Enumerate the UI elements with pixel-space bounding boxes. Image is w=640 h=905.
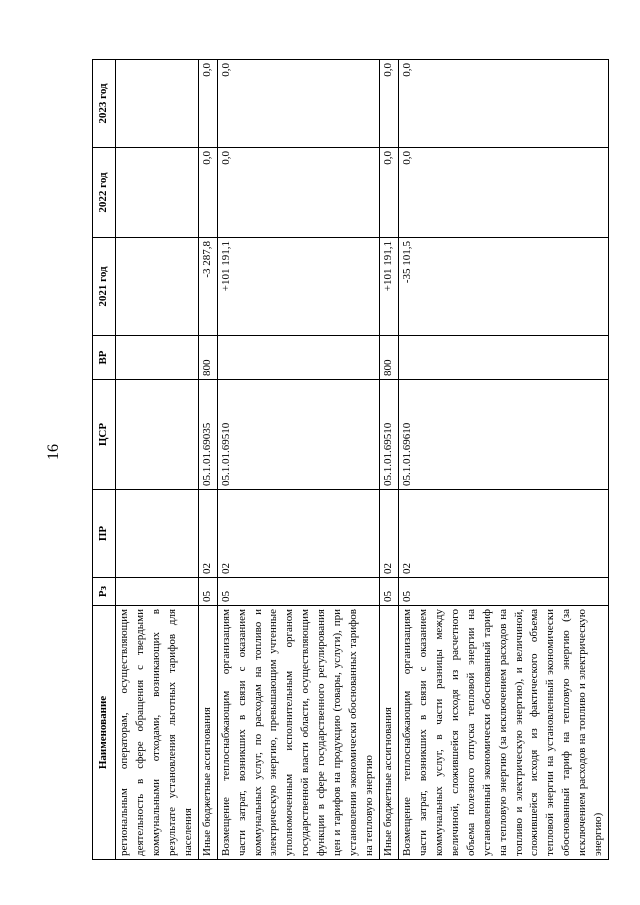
row-csr: 05.1.01.69610: [398, 380, 608, 490]
row-2022: 0,0: [380, 148, 399, 238]
row-2021: [116, 238, 199, 336]
row-pr: 02: [398, 490, 608, 578]
header-2023: 2023 год: [93, 60, 116, 148]
row-pr: 02: [217, 490, 379, 578]
row-2022: [116, 148, 199, 238]
row-2021: -3 287,8: [198, 238, 217, 336]
row-vr: [116, 336, 199, 380]
row-rz: 05: [217, 578, 379, 606]
header-rz: Рз: [93, 578, 116, 606]
table-row: [398, 60, 608, 860]
row-rz: [116, 578, 199, 606]
header-name: Наименование: [93, 606, 116, 860]
row-vr: 800: [198, 336, 217, 380]
table-row: [380, 60, 399, 860]
row-name: региональным операторам, осуществляющим деятельность в сфере обращения с твердыми коммунальными отходами, возникающих в результате установления льготных тарифов для населения: [116, 606, 199, 860]
row-vr: [217, 336, 379, 380]
row-pr: 02: [198, 490, 217, 578]
row-2022: 0,0: [198, 148, 217, 238]
page-number: 16: [45, 444, 62, 460]
row-csr: 05.1.01.69510: [217, 380, 379, 490]
header-pr: ПР: [93, 490, 116, 578]
header-2022: 2022 год: [93, 148, 116, 238]
row-vr: [398, 336, 608, 380]
budget-table: [92, 59, 609, 860]
row-vr: 800: [380, 336, 399, 380]
row-2021: +101 191,1: [380, 238, 399, 336]
row-rz: 05: [198, 578, 217, 606]
row-csr: 05.1.01.69510: [380, 380, 399, 490]
header-csr: ЦСР: [93, 380, 116, 490]
row-2023: 0,0: [198, 60, 217, 148]
row-2023: [116, 60, 199, 148]
row-rz: 05: [380, 578, 399, 606]
row-name: Иные бюджетные ассигнования: [380, 606, 399, 860]
row-2021: +101 191,1: [217, 238, 379, 336]
table-row: [198, 60, 217, 860]
row-rz: 05: [398, 578, 608, 606]
row-name: Возмещение теплоснабжающим организациям части затрат, возникших в связи с оказанием коммунальных услуг, в части разницы между величиной, сложившейся исходя из расчетного объема полезного отпуска тепловой энергии на установленный экономически обоснованный тариф на тепловую энергию (за исключением расходов на топливо и электрическую энергию), и величиной, сложившейся исходя из фактического объема тепловой энергии на установленный экономически обоснованный тариф на тепловую энергию (за исключением расходов на топливо и электрическую энергию): [398, 606, 608, 860]
header-2021: 2021 год: [93, 238, 116, 336]
row-2023: 0,0: [398, 60, 608, 148]
table-row: [217, 60, 379, 860]
table-row: [116, 60, 199, 860]
row-name: Возмещение теплоснабжающим организациям части затрат, возникших в связи с оказанием коммунальных услуг, по расходам на топливо и электрическую энергию, превышающим учтенные уполномоченным исполнительным органом государственной власти области, осуществляющим функции в сфере государственного регулирования цен и тарифов на продукцию (товары, услуги), при установлении экономически обоснованных тарифов на тепловую энергию: [217, 606, 379, 860]
header-row: [93, 60, 116, 860]
row-2022: 0,0: [398, 148, 608, 238]
row-2023: 0,0: [217, 60, 379, 148]
row-pr: [116, 490, 199, 578]
header-vr: ВР: [93, 336, 116, 380]
row-2022: 0,0: [217, 148, 379, 238]
row-csr: [116, 380, 199, 490]
row-2021: -35 101,5: [398, 238, 608, 336]
row-csr: 05.1.01.69035: [198, 380, 217, 490]
row-name: Иные бюджетные ассигнования: [198, 606, 217, 860]
row-2023: 0,0: [380, 60, 399, 148]
row-pr: 02: [380, 490, 399, 578]
